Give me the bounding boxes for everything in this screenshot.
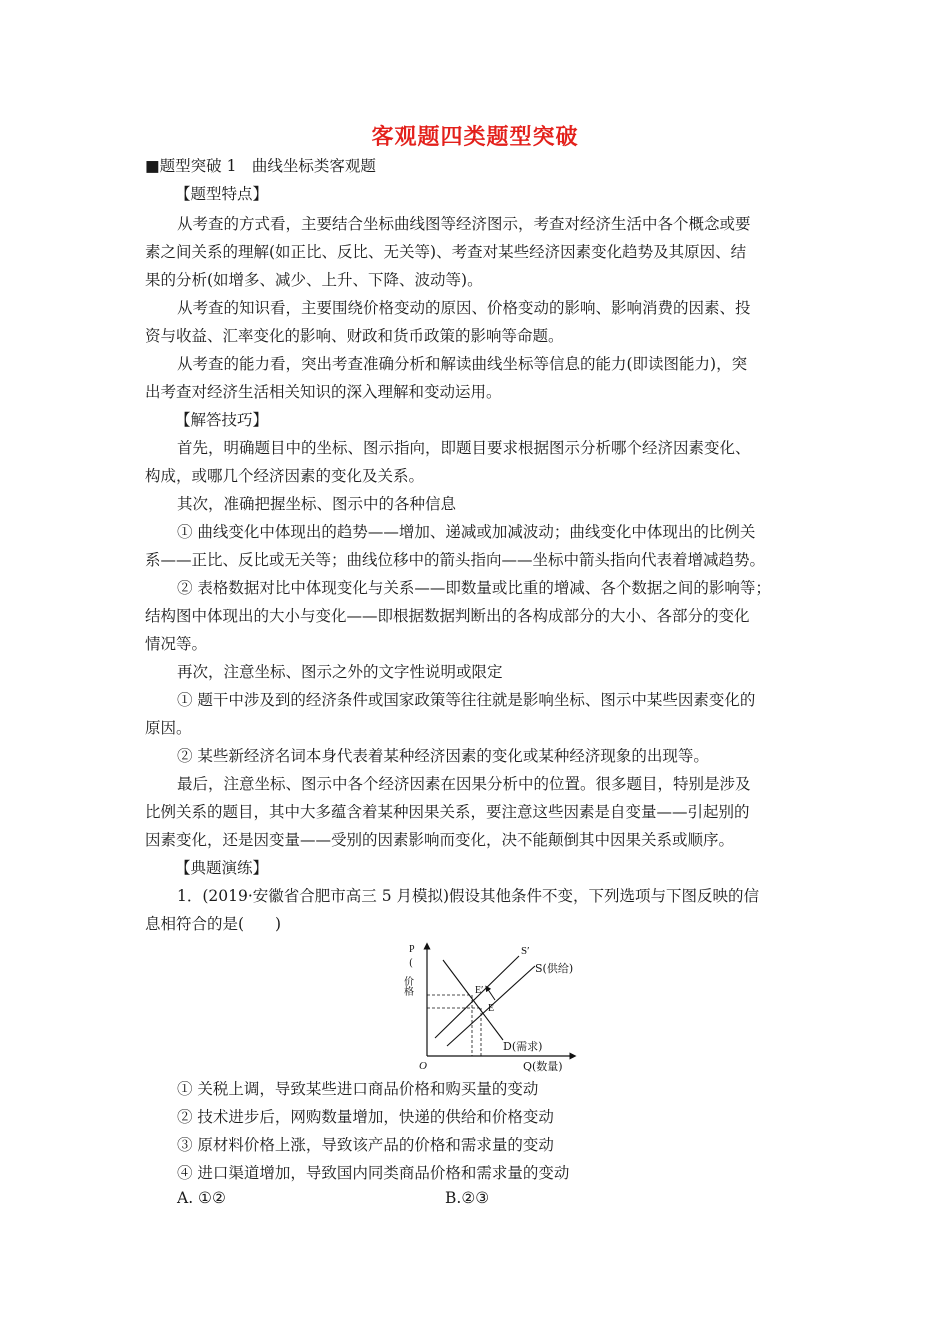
paragraph-line: 系——正比、反比或无关等；曲线位移中的箭头指向——坐标中箭头指向代表着增减趋势。	[145, 551, 766, 569]
paragraph-line: ② 某些新经济名词本身代表着某种经济因素的变化或某种经济现象的出现等。	[177, 747, 709, 765]
section-heading: ■题型突破 1 曲线坐标类客观题	[145, 157, 376, 175]
question-line: 息相符合的是( )	[145, 915, 282, 933]
y-axis-label-p: P	[409, 944, 415, 955]
paragraph-line: 情况等。	[145, 635, 208, 653]
paragraph-line: 再次，注意坐标、图示之外的文字性说明或限定	[177, 663, 503, 681]
y-axis-label-text: 价格	[401, 976, 413, 996]
heading-features: 【题型特点】	[175, 185, 269, 203]
paragraph-line: 因素变化，还是因变量——受别的因素影响而变化，决不能颠倒其中因果关系或顺序。	[145, 831, 735, 849]
heading-tips: 【解答技巧】	[175, 411, 269, 429]
answer-b[interactable]: B.②③	[445, 1189, 490, 1207]
supply-curve-s-prime	[435, 956, 519, 1038]
option-3: ③ 原材料价格上涨，导致该产品的价格和需求量的变动	[177, 1136, 554, 1154]
paragraph-line: ① 题干中涉及到的经济条件或国家政策等往往就是影响坐标、图示中某些因素变化的	[177, 691, 756, 709]
paragraph-line: 结构图中体现出的大小与变化——即根据数据判断出的各构成部分的大小、各部分的变化	[145, 607, 750, 625]
paragraph-line: ② 表格数据对比中体现变化与关系——即数量或比重的增减、各个数据之间的影响等；	[177, 579, 771, 597]
option-4: ④ 进口渠道增加，导致国内同类商品价格和需求量的变动	[177, 1164, 570, 1182]
origin-label: O	[419, 1060, 427, 1072]
supply-demand-figure	[395, 938, 595, 1073]
answer-a[interactable]: A. ①②	[177, 1189, 226, 1207]
paragraph-line: 资与收益、汇率变化的影响、财政和货币政策的影响等命题。	[145, 327, 564, 345]
label-e: E	[488, 1003, 495, 1014]
shift-arrow	[487, 988, 495, 1000]
paragraph-line: 首先，明确题目中的坐标、图示指向，即题目要求根据图示分析哪个经济因素变化、	[177, 439, 751, 457]
paragraph-line: 最后，注意坐标、图示中各个经济因素在因果分析中的位置。很多题目，特别是涉及	[177, 775, 751, 793]
label-e-prime: E′	[475, 985, 484, 996]
option-2: ② 技术进步后，网购数量增加，快递的供给和价格变动	[177, 1108, 554, 1126]
paragraph-line: 其次，准确把握坐标、图示中的各种信息	[177, 495, 457, 513]
paragraph-line: ① 曲线变化中体现出的趋势——增加、递减或加减波动；曲线变化中体现出的比例关	[177, 523, 756, 541]
paragraph-line: 素之间关系的理解(如正比、反比、无关等)、考查对某些经济因素变化趋势及其原因、结	[145, 243, 747, 261]
paragraph-line: 果的分析(如增多、减少、上升、下降、波动等)。	[145, 271, 483, 289]
paragraph-line: 构成，或哪几个经济因素的变化及关系。	[145, 467, 425, 485]
paragraph-line: 比例关系的题目，其中大多蕴含着某种因果关系，要注意这些因素是自变量——引起别的	[145, 803, 750, 821]
paragraph-line: 从考查的能力看，突出考查准确分析和解读曲线坐标等信息的能力(即读图能力)，突	[177, 355, 748, 373]
paragraph-line: 原因。	[145, 719, 192, 737]
label-s-prime: S′	[521, 945, 530, 957]
paragraph-line: 从考查的方式看，主要结合坐标曲线图等经济图示，考查对经济生活中各个概念或要	[177, 215, 751, 233]
page-title: 客观题四类题型突破	[371, 124, 579, 150]
question-line: 1．(2019·安徽省合肥市高三 5 月模拟)假设其他条件不变，下列选项与下图反映的信	[177, 887, 760, 905]
demand-curve-d	[443, 960, 503, 1040]
option-1: ① 关税上调，导致某些进口商品价格和购买量的变动	[177, 1080, 539, 1098]
x-axis-label: Q(数量)	[523, 1060, 563, 1073]
paragraph-line: 从考查的知识看，主要围绕价格变动的原因、价格变动的影响、影响消费的因素、投	[177, 299, 751, 317]
label-d: D(需求)	[503, 1040, 543, 1053]
paragraph-line: 出考查对经济生活相关知识的深入理解和变动运用。	[145, 383, 502, 401]
heading-examples: 【典题演练】	[175, 859, 269, 877]
label-s: S(供给)	[535, 962, 574, 975]
y-axis-label-1: (	[409, 958, 413, 969]
